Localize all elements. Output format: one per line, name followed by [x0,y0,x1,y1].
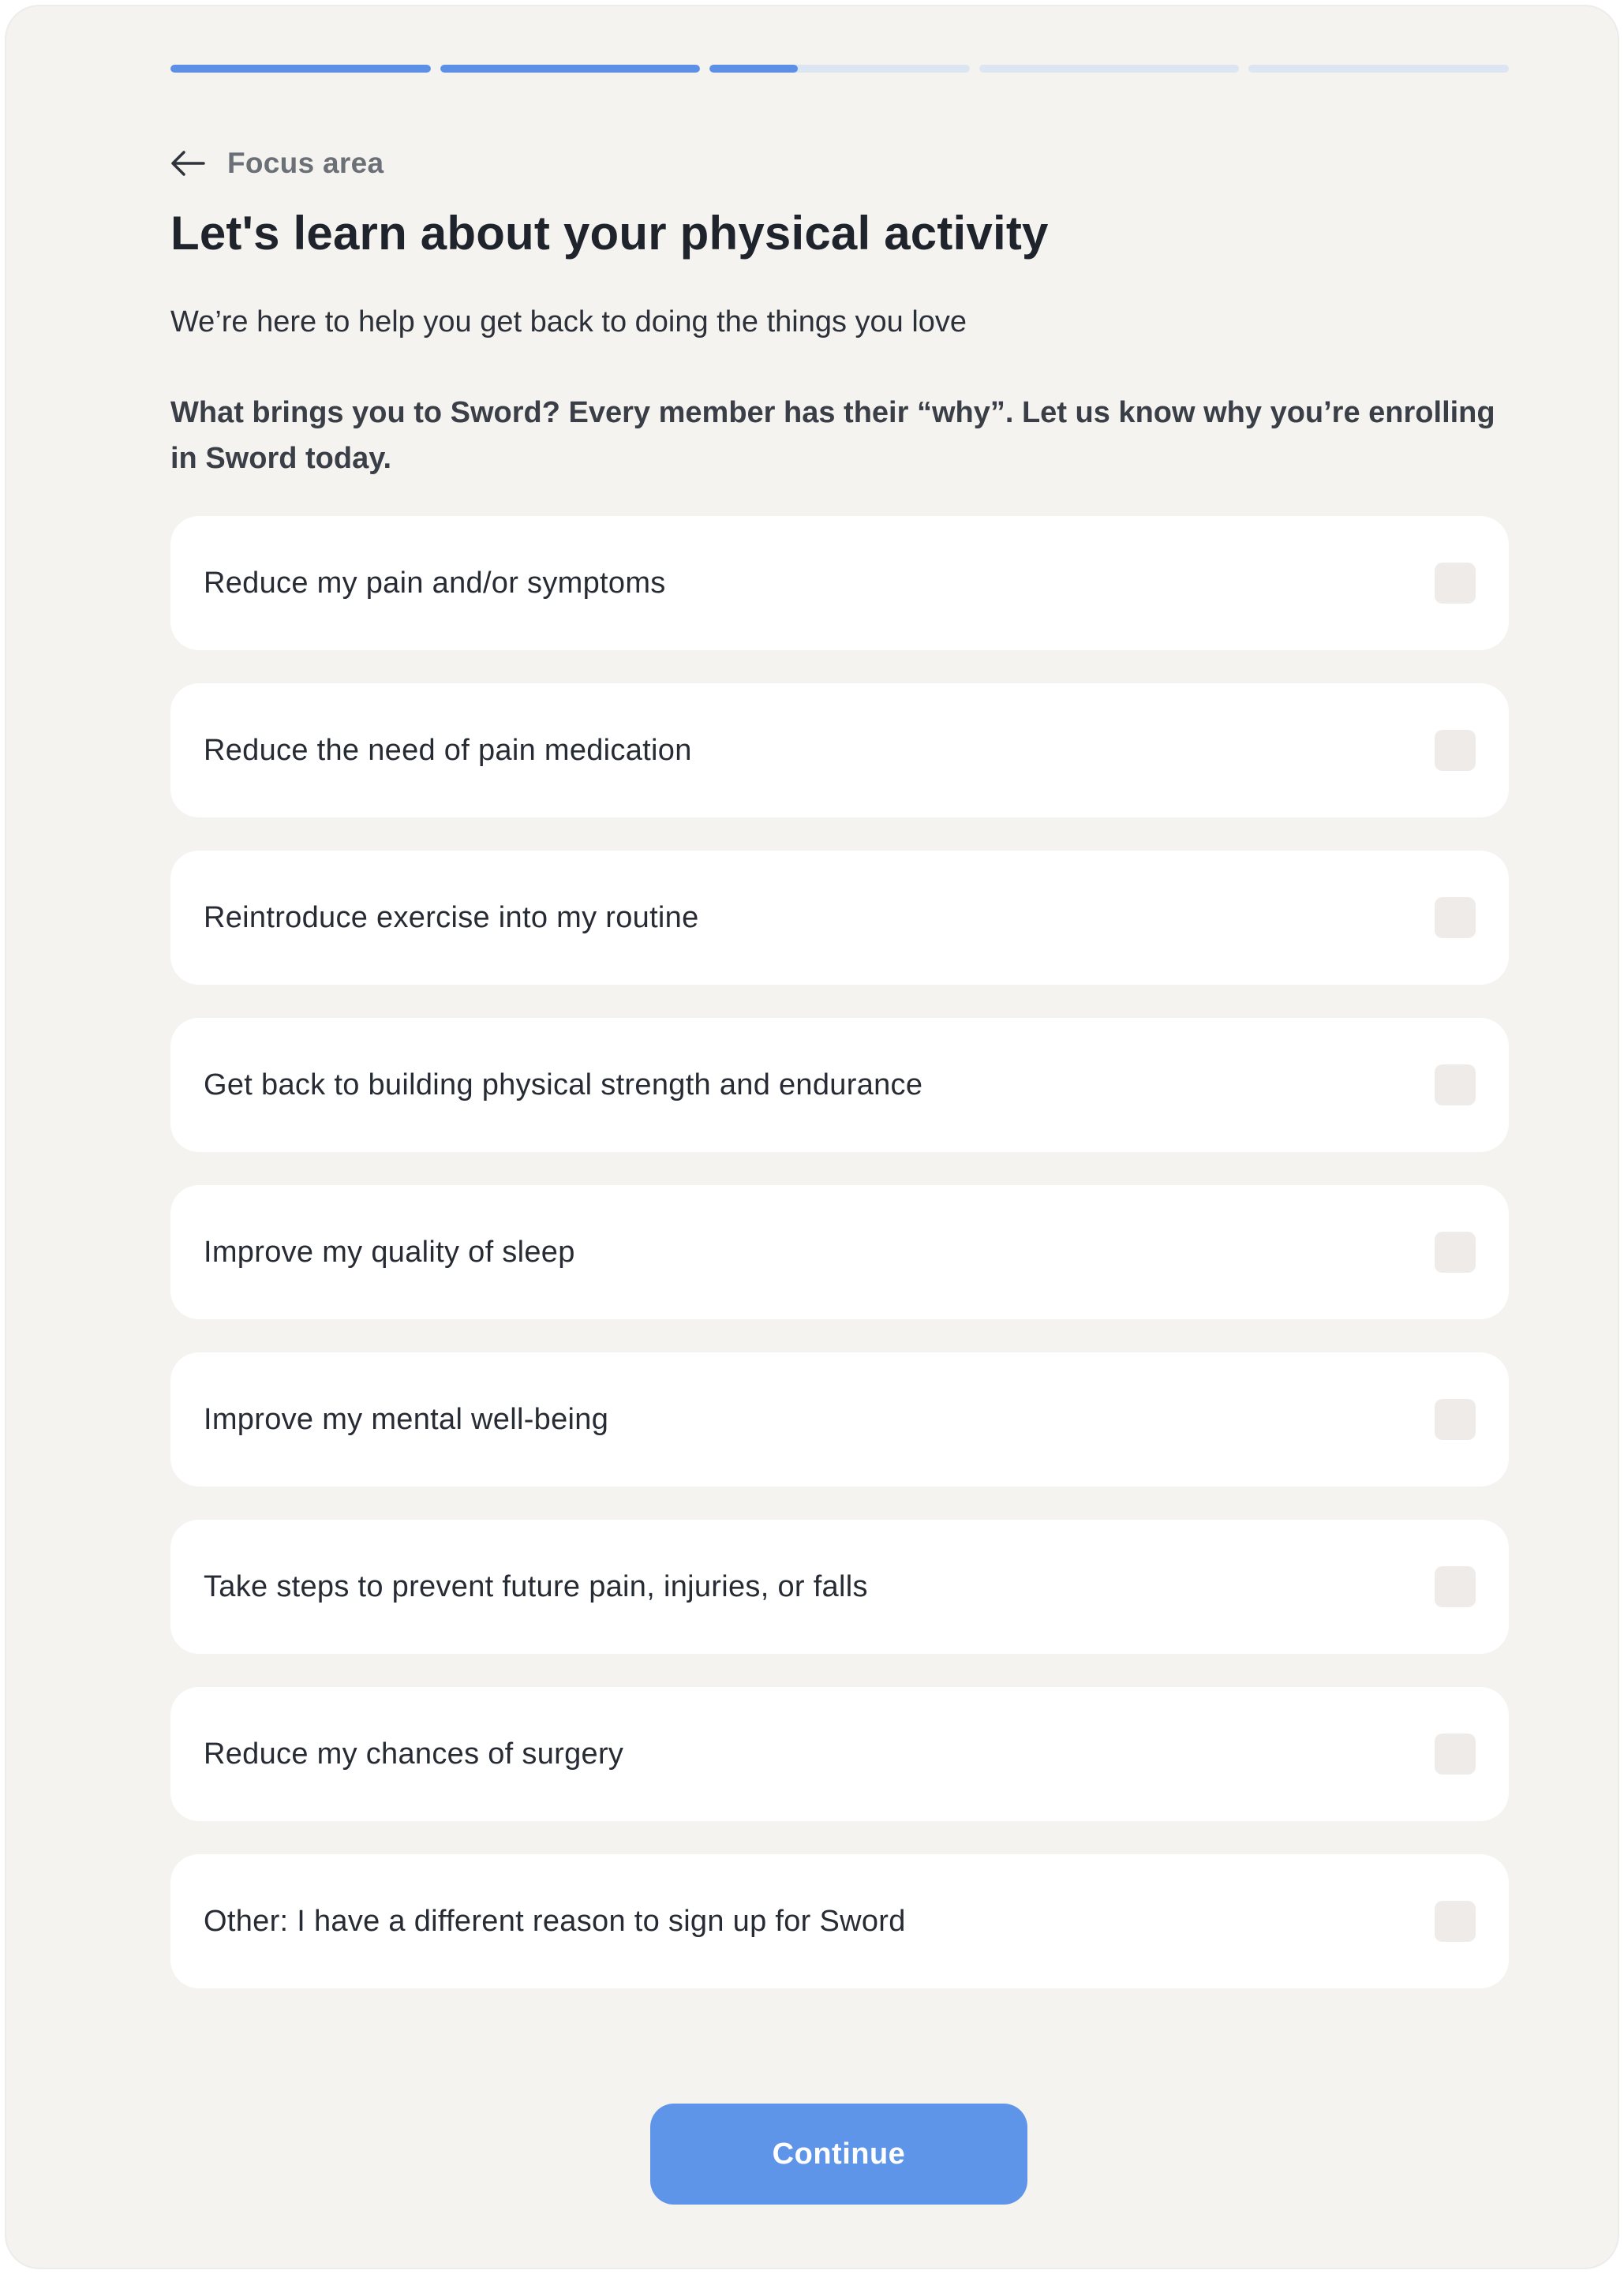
option-checkbox[interactable] [1435,730,1476,771]
option-reduce-pain[interactable] [170,516,1509,650]
options-list [170,516,1509,1988]
option-build-strength[interactable] [170,1018,1509,1152]
option-other-reason[interactable] [170,1854,1509,1988]
progress-step-3 [709,65,970,73]
option-improve-sleep[interactable] [170,1185,1509,1319]
option-label: Get back to building physical strength and endurance [204,1068,923,1101]
option-checkbox[interactable] [1435,1734,1476,1775]
option-label: Reintroduce exercise into my routine [204,900,699,934]
option-label: Reduce the need of pain medication [204,733,692,767]
page-subtitle: We’re here to help you get back to doing the things you love [170,305,967,338]
option-label: Reduce my chances of surgery [204,1737,624,1771]
option-checkbox[interactable] [1435,897,1476,938]
page-title: Let's learn about your physical activity [170,207,1049,260]
option-checkbox[interactable] [1435,1399,1476,1440]
option-checkbox[interactable] [1435,1901,1476,1942]
progress-step-5 [1248,65,1509,73]
option-mental-wellbeing[interactable] [170,1352,1509,1487]
option-checkbox[interactable] [1435,1064,1476,1105]
option-label: Improve my quality of sleep [204,1235,575,1269]
onboarding-screen [5,5,1619,2269]
question-text: What brings you to Sword? Every member has their “why”. Let us know why you’re enrolling in Sword today. [170,396,1495,475]
progress-step-1 [170,65,431,73]
arrow-left-icon [170,150,205,177]
option-prevent-injuries[interactable] [170,1520,1509,1654]
option-reduce-medication[interactable] [170,683,1509,817]
option-reintroduce-exercise[interactable] [170,851,1509,985]
progress-step-4 [979,65,1240,73]
continue-button[interactable]: Continue [650,2104,1027,2205]
option-reduce-surgery[interactable] [170,1687,1509,1821]
option-checkbox[interactable] [1435,1566,1476,1607]
option-label: Improve my mental well-being [204,1402,609,1436]
back-button[interactable] [170,145,384,181]
back-label: Focus area [227,147,384,179]
progress-bar [170,65,1509,73]
option-checkbox[interactable] [1435,1232,1476,1273]
option-label: Reduce my pain and/or symptoms [204,566,666,600]
option-checkbox[interactable] [1435,563,1476,604]
progress-step-2 [440,65,701,73]
option-label: Take steps to prevent future pain, injuries, or falls [204,1569,868,1603]
option-label: Other: I have a different reason to sign up for Sword [204,1904,906,1938]
